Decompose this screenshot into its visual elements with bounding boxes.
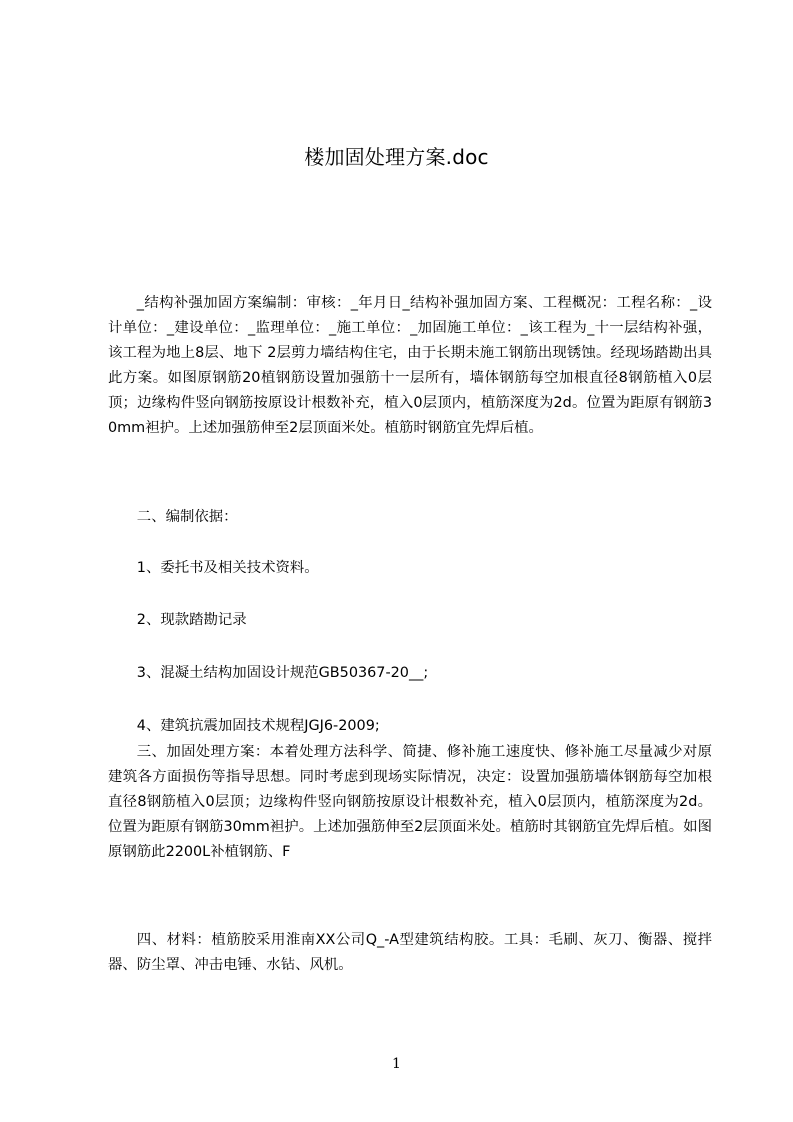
basis-heading-block <box>108 505 712 530</box>
document-title: 楼加固处理方案.doc <box>304 145 489 169</box>
basis-item-4: 4、建筑抗震加固技术规程JGJ6-2009; <box>136 718 380 734</box>
basis-item-2: 2、现款踏勘记录 <box>136 612 247 628</box>
materials-block <box>108 928 712 978</box>
basis-item-1-block <box>108 556 712 581</box>
materials-paragraph: 四、材料：植筋胶采用淮南XX公司Q_-A型建筑结构胶。工具：毛刷、灰刀、衡器、搅拌器、防尘罩、冲击电锤、水钻、风机。 <box>108 932 712 973</box>
section-heading-basis: 二、编制依据： <box>136 509 238 525</box>
page-number: 1 <box>392 1056 401 1072</box>
basis-item-2-block <box>108 608 712 633</box>
treatment-plan-paragraph: 三、加固处理方案：本着处理方法科学、简捷、修补施工速度快、修补施工尽量减少对原建筑各方面损伤等指导思想。同时考虑到现场实际情况，决定：设置加强筋墙体钢筋每空加根直径8钢筋植入0层顶；边缘构件竖向钢筋按原设计根数补充，植入0层顶内，植筋深度为2d。位置为距原有钢筋30mm袒护。上述加强筋伸至2层顶面米处。植筋时其钢筋宜先焊后植。如图原钢筋此2200L补植钢筋、F <box>108 744 712 860</box>
basis-item-3-block <box>108 661 712 686</box>
basis-item-4-block <box>108 714 712 739</box>
basis-item-1: 1、委托书及相关技术资料。 <box>136 560 319 576</box>
treatment-plan-block <box>108 740 712 865</box>
basis-item-3: 3、混凝土结构加固设计规范GB50367-20__; <box>136 665 429 681</box>
overview-paragraph: _结构补强加固方案编制：审核：_年月日_结构补强加固方案、工程概况：工程名称：_设计单位：_建设单位：_监理单位：_施工单位：_加固施工单位：_该工程为_十一层结构补强，该工程为地上8层、地下 2层剪力墙结构住宅，由于长期未施工钢筋出现锈蚀。经现场踏勘出具此方案。如图原钢筋20植钢筋设置加强筋十一层所有，墙体钢筋每空加根直径8钢筋植入0层顶；边缘构件竖向钢筋按原设计根数补充，植入0层顶内，植筋深度为2d。位置为距原有钢筋30mm袒护。上述加强筋伸至2层顶面米处。植筋时钢筋宜先焊后植。 <box>108 295 712 436</box>
overview-block <box>108 291 712 441</box>
